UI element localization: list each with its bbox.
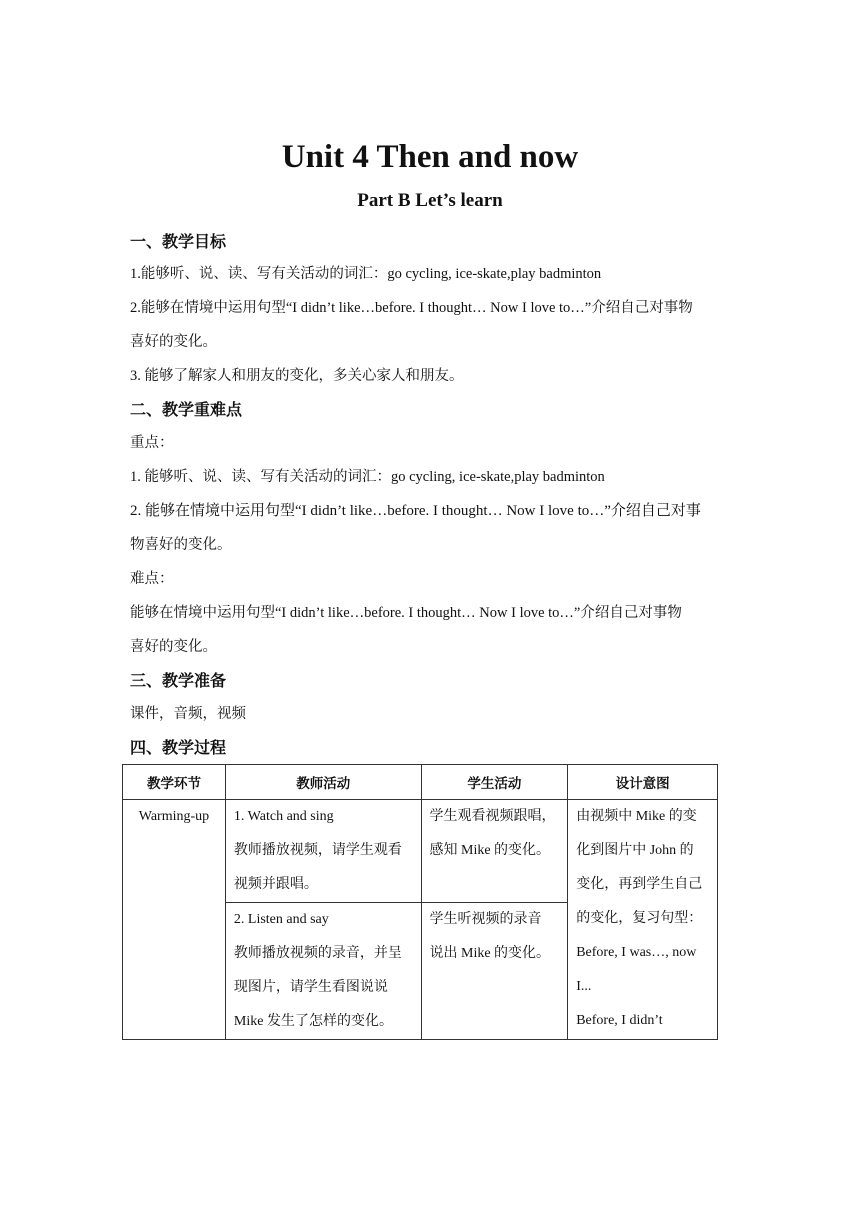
key-point-line-2: 2. 能够在情境中运用句型“I didn’t like…before. I thought… Now I love to…”介绍自己对事: [130, 503, 701, 519]
teacher-activity-2-line: 2. Listen and say: [233, 912, 329, 927]
header-design-intent: 设计意图: [568, 765, 718, 800]
teacher-activity-1-line: 视频并跟唱。: [233, 877, 318, 892]
objective-line-3: 3. 能够了解家人和朋友的变化，多关心家人和朋友。: [130, 368, 464, 384]
objective-line-2-cont: 喜好的变化。: [130, 334, 217, 350]
process-table: [122, 764, 718, 1040]
teacher-activity-2-line: 现图片，请学生看图说说: [233, 980, 388, 995]
teacher-activity-1-line: 教师播放视频，请学生观看: [233, 843, 402, 858]
key-point-line-1: 1. 能够听、说、读、写有关活动的词汇：go cycling, ice-skate,play badminton: [130, 469, 605, 485]
header-stage: 教学环节: [123, 765, 226, 800]
difficult-point-line-2: 喜好的变化。: [130, 639, 217, 655]
difficult-point-line-1: 能够在情境中运用句型“I didn’t like…before. I thought… Now I love to…”介绍自己对事物: [130, 605, 682, 621]
teacher-activity-2-line: Mike 发生了怎样的变化。: [233, 1014, 393, 1029]
student-activity-1-line: 感知 Mike 的变化。: [429, 843, 551, 858]
teacher-activity-2-line: 教师播放视频的录音，并呈: [233, 946, 402, 961]
objective-line-2: 2.能够在情境中运用句型“I didn’t like…before. I thought… Now I love to…”介绍自己对事物: [130, 300, 693, 316]
key-points-label: 重点：: [130, 435, 174, 451]
design-intent-line: Before, I didn’t: [576, 1013, 663, 1028]
design-intent-cell: [568, 800, 718, 1040]
design-intent-line: 化到图片中 John 的: [576, 843, 694, 858]
student-activity-2-line: 说出 Mike 的变化。: [429, 946, 551, 961]
header-teacher-activity: 教师活动: [225, 765, 421, 800]
section-heading-objectives: 一、教学目标: [130, 232, 227, 251]
preparation-text: 课件，音频，视频: [130, 706, 246, 722]
difficult-points-label: 难点：: [130, 571, 174, 587]
design-intent-line: 变化，再到学生自己: [576, 877, 703, 892]
design-intent-line: I...: [576, 979, 592, 994]
key-point-line-2-cont: 物喜好的变化。: [130, 537, 232, 553]
section-heading-key-points: 二、教学重难点: [130, 400, 243, 419]
student-activity-cell-2: [421, 903, 568, 1040]
section-heading-preparation: 三、教学准备: [130, 671, 227, 690]
table-header-row: [123, 765, 718, 800]
document-title: Unit 4 Then and now: [281, 139, 579, 175]
design-intent-line: Before, I was…, now: [576, 945, 697, 960]
section-heading-process: 四、教学过程: [130, 738, 227, 757]
design-intent-line: 由视频中 Mike 的变: [576, 809, 697, 824]
stage-label: Warming-up: [138, 809, 210, 824]
header-student-activity: 学生活动: [421, 765, 568, 800]
teacher-activity-cell-2: [225, 903, 421, 1040]
design-intent-line: 的变化，复习句型：: [576, 911, 703, 926]
document-subtitle: Part B Let’s learn: [357, 190, 503, 211]
table-row: [123, 800, 718, 903]
teacher-activity-1-line: 1. Watch and sing: [233, 809, 334, 824]
teacher-activity-cell-1: [225, 800, 421, 903]
student-activity-2-line: 学生听视频的录音: [429, 912, 542, 927]
stage-cell: [123, 800, 226, 1040]
student-activity-cell-1: [421, 800, 568, 903]
student-activity-1-line: 学生观看视频跟唱，: [429, 809, 556, 824]
objective-line-1: 1.能够听、说、读、写有关活动的词汇：go cycling, ice-skate,play badminton: [130, 266, 602, 282]
